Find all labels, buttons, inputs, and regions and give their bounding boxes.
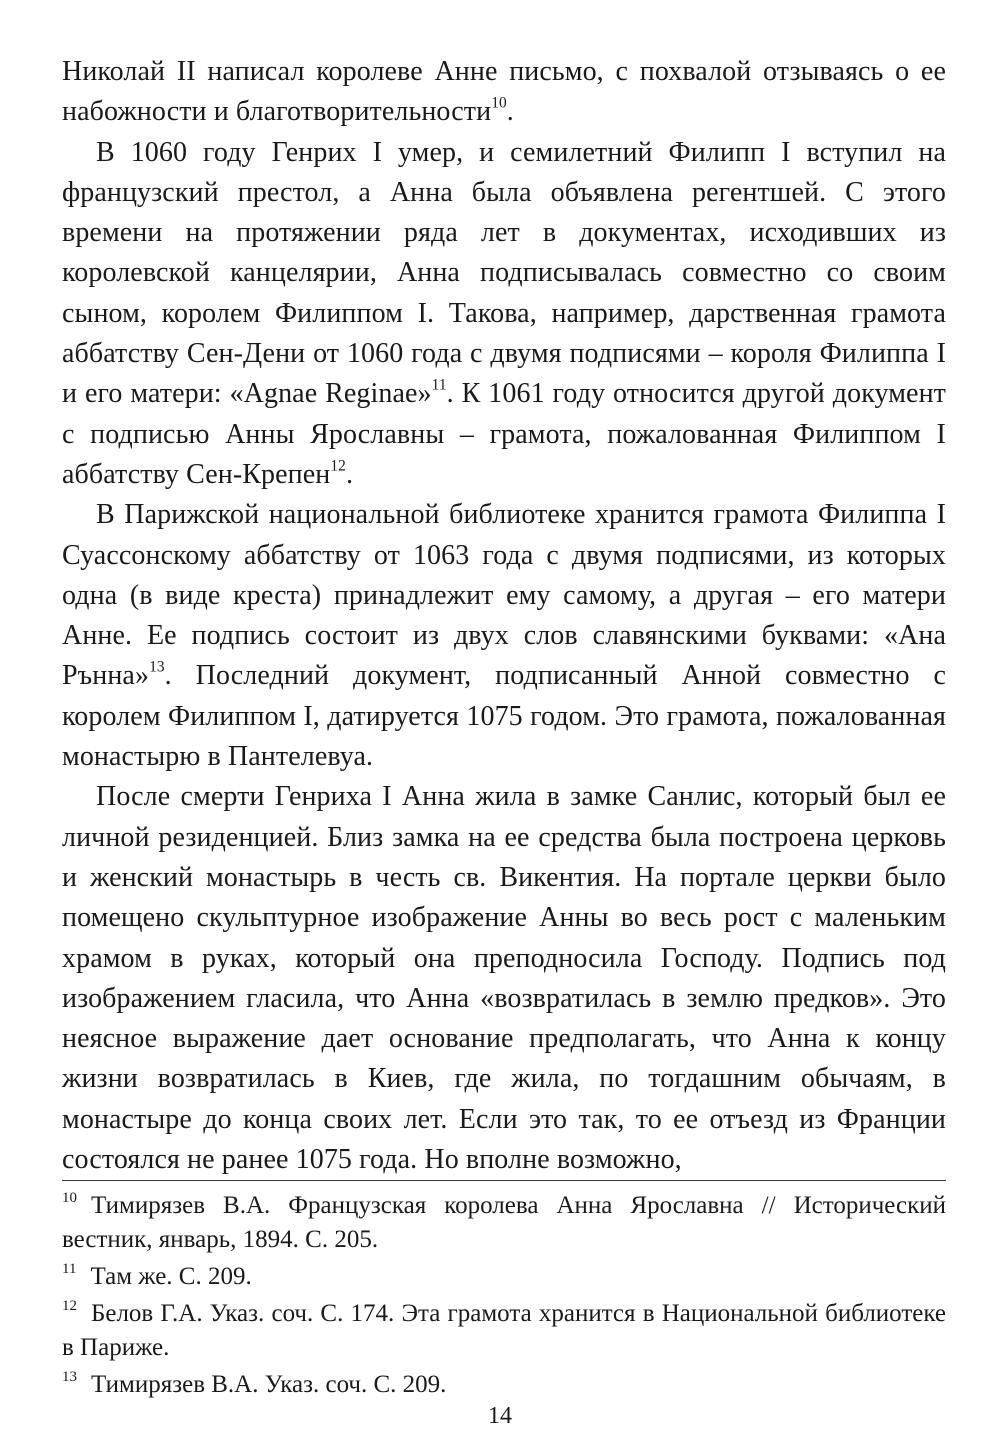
footnote-text: Там же. С. 209. <box>90 1263 252 1290</box>
footnote-ref-13: 13 <box>149 659 165 677</box>
text-run: . К 1061 году относится другой документ с подписью Анны Ярославны – грамота, пожалованная Филиппом I аббатству Сен-Крепен <box>62 378 947 490</box>
footnote-12 <box>62 1297 946 1365</box>
footnote-number: 12 <box>62 1297 77 1314</box>
footnote-text: Тимирязев В.А. Французская королева Анна Ярославна // Исторический вестник, январь, 1894. С. 205. <box>62 1192 946 1253</box>
footnote-ref-12: 12 <box>330 457 346 475</box>
footnotes <box>62 1189 946 1405</box>
footnote-text: Белов Г.А. Указ. соч. С. 174. Эта грамота хранится в Национальной библиотеке в Париже. <box>62 1300 946 1361</box>
paragraph-4 <box>62 777 946 1180</box>
paragraph-2 <box>62 133 946 496</box>
text-run: . <box>506 96 514 128</box>
page-body <box>62 52 946 1180</box>
footnote-10 <box>62 1189 946 1257</box>
page-number: 14 <box>488 1403 512 1429</box>
footnote-ref-10: 10 <box>491 94 507 112</box>
paragraph-3 <box>62 495 946 777</box>
footnote-number: 10 <box>62 1189 77 1206</box>
text-run: . Последний документ, подписанный Анной совместно с королем Филиппом I, датируется 1075 годом. Это грамота, пожалованная монастырю в Пантелевуа. <box>62 660 946 773</box>
footnote-ref-11: 11 <box>431 377 447 395</box>
text-run: В Парижской национальной библиотеке хранится грамота Филиппа I Суассонскому аббатству от 1063 года с двумя подписями, из которых одна (в виде креста) принадлежит ему самому, а другая – его матери Анне. Ее подпись состоит из двух слов славянскими буквами: «Ана Рънна» <box>62 499 946 692</box>
footnote-13 <box>62 1368 946 1402</box>
text-run: Николай II написал королеве Анне письмо, с похвалой отзываясь о ее набожности и благотворительности <box>62 56 946 128</box>
text-run: В 1060 году Генрих I умер, и семилетний Филипп I вступил на французский престол, а Анна была объявлена регентшей. С этого времени на протяжении ряда лет в документах, исходивших из королевской канцелярии, Анна подписывалась совместно со своим сыном, королем Филиппом I. Такова, например, дарственная грамота аббатству Сен-Дени от 1060 года с двумя подписями – короля Филиппа I и его матери: «Agnae Reginae» <box>62 136 946 410</box>
text-run: После смерти Генриха I Анна жила в замке Санлис, который был ее личной резиденцией. Близ замка на ее средства была построена церковь и женский монастырь в честь св. Викентия. На портале церкви было помещено скульптурное изображение Анны во весь рост с маленьким храмом в руках, который она преподносила Господу. Подпись под изображением гласила, что Анна «возвратилась в землю предков». Это неясное выражение дает основание предполагать, что Анна к концу жизни возвратилась в Киев, где жила, по тогдашним обычаям, в монастыре до конца своих лет. Если это так, то ее отъезд из Франции состоялся не ранее 1075 года. Но вполне возможно, <box>62 781 946 1176</box>
footnote-divider <box>62 1180 946 1181</box>
footnote-number: 13 <box>62 1368 77 1385</box>
paragraph-1 <box>62 52 946 133</box>
text-run: . <box>345 458 354 490</box>
footnote-11 <box>62 1260 946 1294</box>
footnote-number: 11 <box>62 1260 77 1277</box>
main-text <box>62 52 946 1180</box>
footnote-text: Тимирязев В.А. Указ. соч. С. 209. <box>91 1371 447 1398</box>
